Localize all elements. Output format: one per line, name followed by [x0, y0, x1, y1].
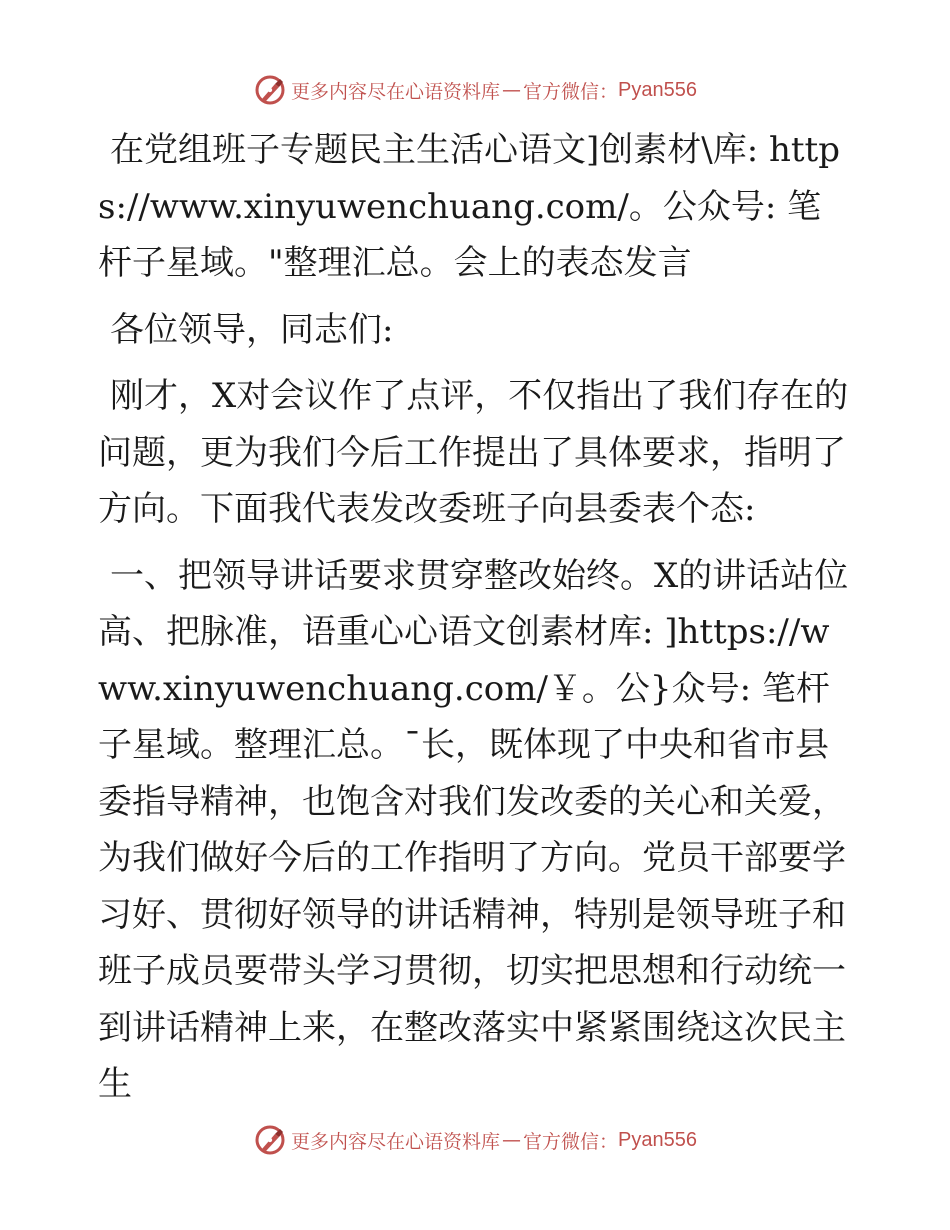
pen-logo-icon — [253, 1123, 287, 1157]
banner-text: 更多内容尽在心语资料库 — [291, 80, 501, 103]
banner-text: 更多内容尽在心语资料库 — [291, 1130, 501, 1153]
footer-banner — [0, 1120, 950, 1160]
paragraph-3-text: 刚才，X对会议作了点评，不仅指出了我们存在的问题，更为我们今后工作提出了具体要求，指明了方向。下面我代表发改委班子向县委表个态: — [98, 376, 849, 529]
banner-separator: — — [502, 79, 522, 101]
banner-wechat-label: 官方微信： — [523, 1130, 619, 1153]
paragraph-4-text: 一、把领导讲话要求贯穿整改始终。X的讲话站位高、把脉准，语重心心语文创素材库: ]https://www.xinyuwenchuang.com/￥。公}众号: 笔杆子星域。整理汇总。¯长，既体现了中央和省市县委指导精神，也饱含对我们发改委的关心和关爱，为我们做好今后的工作指明了方向。党员干部要学习好、贯彻好领导的讲话精神，特别是领导班子和班子成员要带头学习贯彻，切实把思想和行动统一到讲话精神上来，在整改落实中紧紧围绕这次民主生 — [98, 555, 849, 1104]
paragraph-1 — [98, 122, 850, 292]
pen-logo-icon — [253, 73, 287, 107]
document-body — [98, 122, 850, 1113]
paragraph-2 — [98, 302, 850, 359]
banner-wechat-id: Pyan556 — [618, 1128, 697, 1151]
header-banner — [0, 70, 950, 110]
banner-separator: — — [502, 1129, 522, 1151]
paragraph-1-text: 在党组班子专题民主生活心语文]创素材\库: https://www.xinyuwenchuang.com/。公众号: 笔杆子星域。"整理汇总。会上的表态发言 — [98, 130, 840, 283]
banner-wechat-id: Pyan556 — [618, 78, 697, 101]
banner-wechat-label: 官方微信： — [523, 80, 619, 103]
paragraph-2-text: 各位领导，同志们: — [110, 309, 394, 350]
paragraph-4 — [98, 548, 850, 1113]
paragraph-3 — [98, 368, 850, 538]
